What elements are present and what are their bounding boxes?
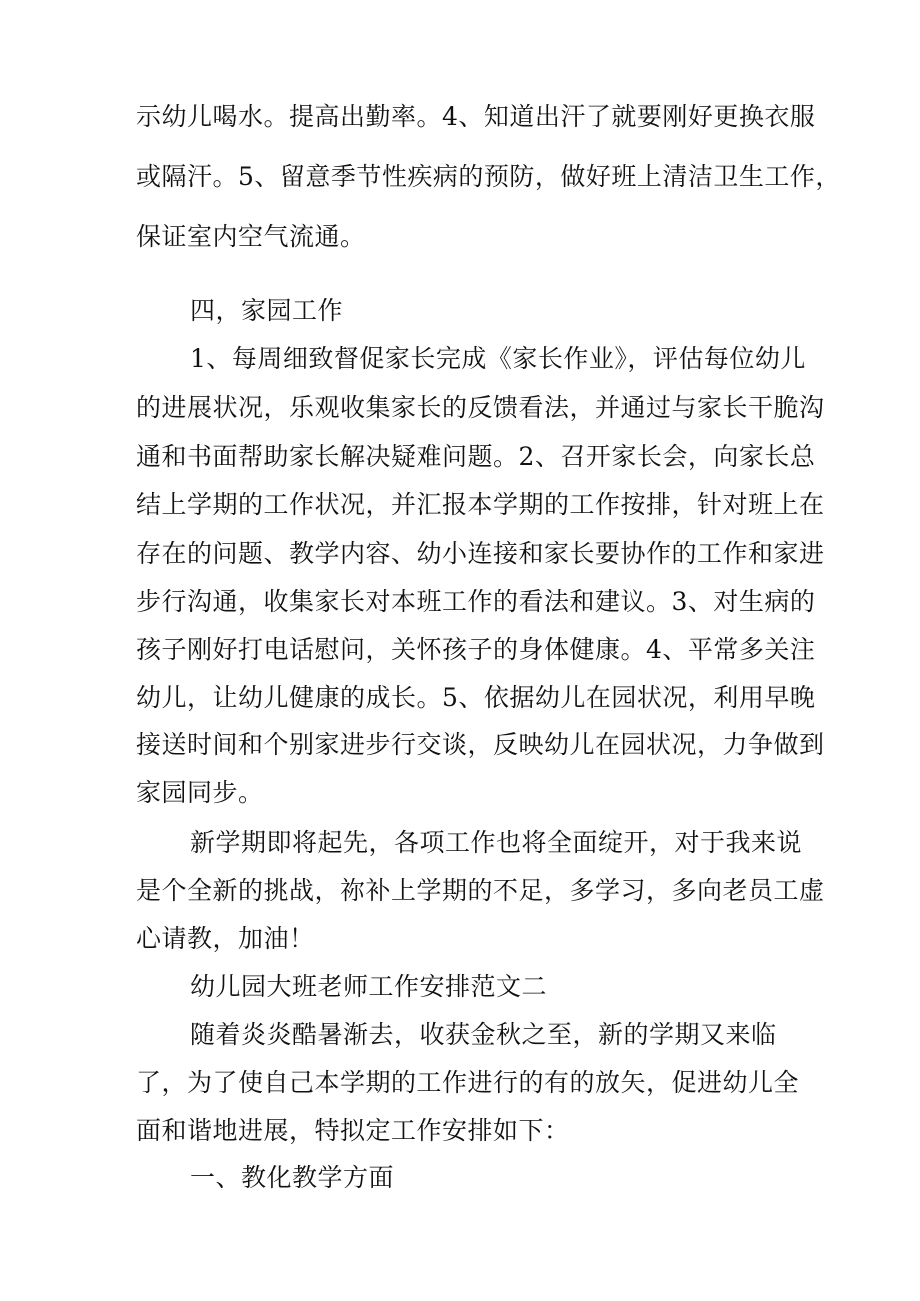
- section-heading-example-two: 幼儿园大班老师工作安排范文二: [190, 972, 548, 1001]
- text-line: 孩子刚好打电话慰问，关怀孩子的身体健康。4、平常多关注: [136, 635, 816, 664]
- text-line: 结上学期的工作状况，并汇报本学期的工作按排，针对班上在: [136, 490, 825, 519]
- section-heading-education: 一、教化教学方面: [190, 1163, 395, 1192]
- text-line: 接送时间和个别家进步行交谈，反映幼儿在园状况，力争做到: [136, 730, 825, 759]
- text-line: 了，为了使自己本学期的工作进行的有的放矢，促进幼儿全: [136, 1068, 800, 1097]
- text-line: 步行沟通，收集家长对本班工作的看法和建议。3、对生病的: [136, 587, 816, 616]
- text-line: 的进展状况，乐观收集家长的反馈看法，并通过与家长干脆沟: [136, 393, 825, 422]
- text-line: 幼儿，让幼儿健康的成长。5、依据幼儿在园状况，利用早晚: [136, 683, 816, 712]
- text-line: 新学期即将起先，各项工作也将全面绽开，对于我来说: [190, 828, 803, 857]
- text-line: 心请教，加油！: [136, 924, 315, 953]
- text-line: 家园同步。: [136, 778, 264, 807]
- text-line: 1、每周细致督促家长完成《家长作业》，评估每位幼儿: [190, 344, 806, 373]
- text-line: 存在的问题、教学内容、幼小连接和家长要协作的工作和家进: [136, 539, 825, 568]
- text-line: 面和谐地进展，特拟定工作安排如下：: [136, 1116, 570, 1145]
- text-line: 随着炎炎酷暑渐去，收获金秋之至，新的学期又来临: [190, 1020, 777, 1049]
- text-line: 是个全新的挑战，祢补上学期的不足，多学习，多向老员工虚: [136, 876, 825, 905]
- text-line: 通和书面帮助家长解决疑难问题。2、召开家长会，向家长总: [136, 442, 816, 471]
- text-line: 或隔汗。5、留意季节性疾病的预防，做好班上清洁卫生工作，: [136, 162, 841, 191]
- section-heading-family-work: 四，家园工作: [190, 296, 344, 325]
- text-line: 保证室内空气流通。: [136, 222, 366, 251]
- text-line: 示幼儿喝水。提高出勤率。4、知道出汗了就要刚好更换衣服: [136, 102, 816, 131]
